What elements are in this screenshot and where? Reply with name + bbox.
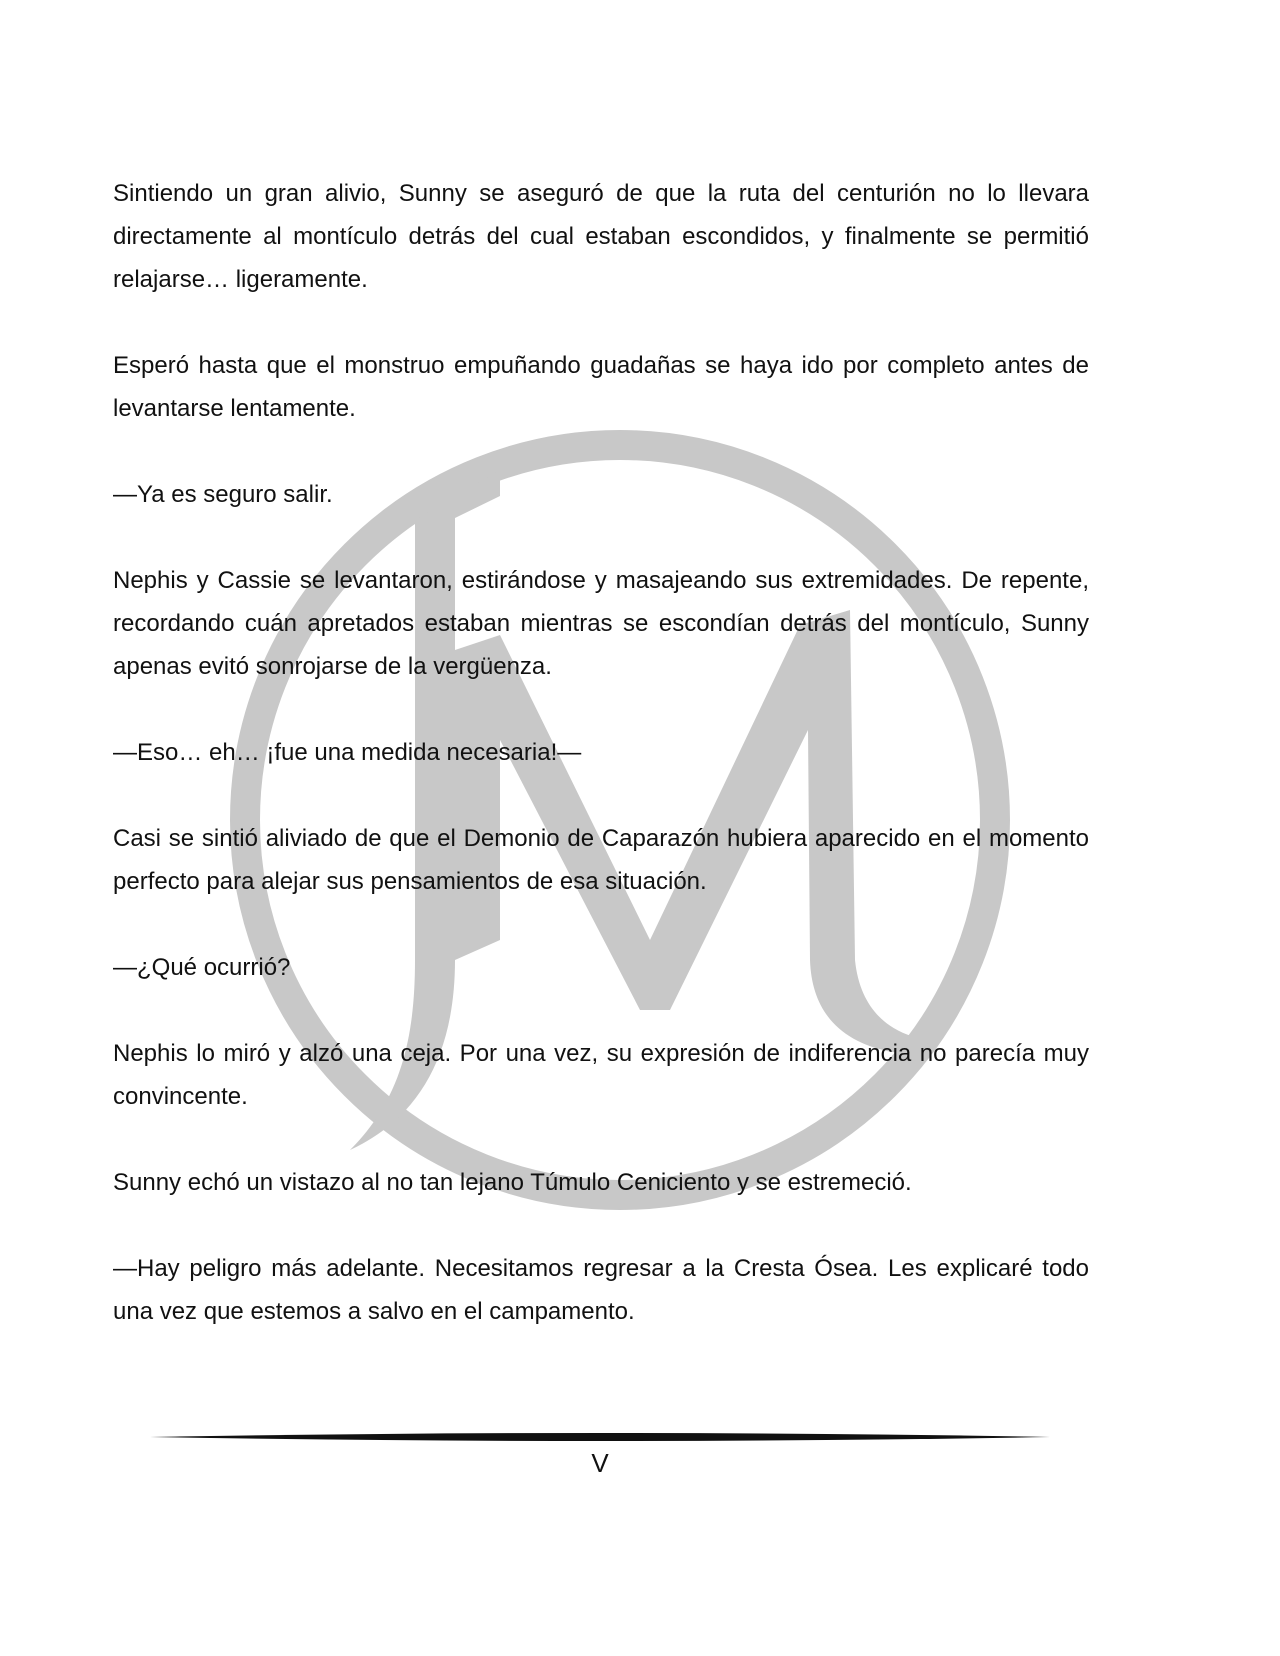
paragraph: —¿Qué ocurrió?: [113, 954, 291, 981]
paragraph: Sunny echó un vistazo al no tan lejano Túmulo Ceniciento y se estremeció.: [113, 1169, 912, 1196]
page-number: V: [591, 1448, 609, 1478]
paragraph: Casi se sintió aliviado de que el Demonio de Caparazón hubiera aparecido en el momento perfecto para alejar sus pensamientos de esa situación.: [113, 825, 1089, 895]
paragraph: Nephis lo miró y alzó una ceja. Por una vez, su expresión de indiferencia no parecía muy convincente.: [113, 1040, 1089, 1110]
paragraph: Esperó hasta que el monstruo empuñando guadañas se haya ido por completo antes de levantarse lentamente.: [113, 352, 1089, 422]
paragraph: —Hay peligro más adelante. Necesitamos regresar a la Cresta Ósea. Les explicaré todo una vez que estemos a salvo en el campamento.: [113, 1255, 1089, 1325]
paragraph: —Eso… eh… ¡fue una medida necesaria!—: [113, 739, 582, 766]
paragraph: Nephis y Cassie se levantaron, estirándose y masajeando sus extremidades. De repente, recordando cuán apretados estaban mientras se escondían detrás del montículo, Sunny apenas evitó sonrojarse de la vergüenza.: [113, 567, 1089, 680]
page-body: [113, 172, 1089, 1376]
paragraph: Sintiendo un gran alivio, Sunny se aseguró de que la ruta del centurión no lo llevara directamente al montículo detrás del cual estaban escondidos, y finalmente se permitió relajarse… ligeramente.: [113, 180, 1089, 293]
footer-divider: [150, 1430, 1050, 1444]
paragraph: —Ya es seguro salir.: [113, 481, 333, 508]
